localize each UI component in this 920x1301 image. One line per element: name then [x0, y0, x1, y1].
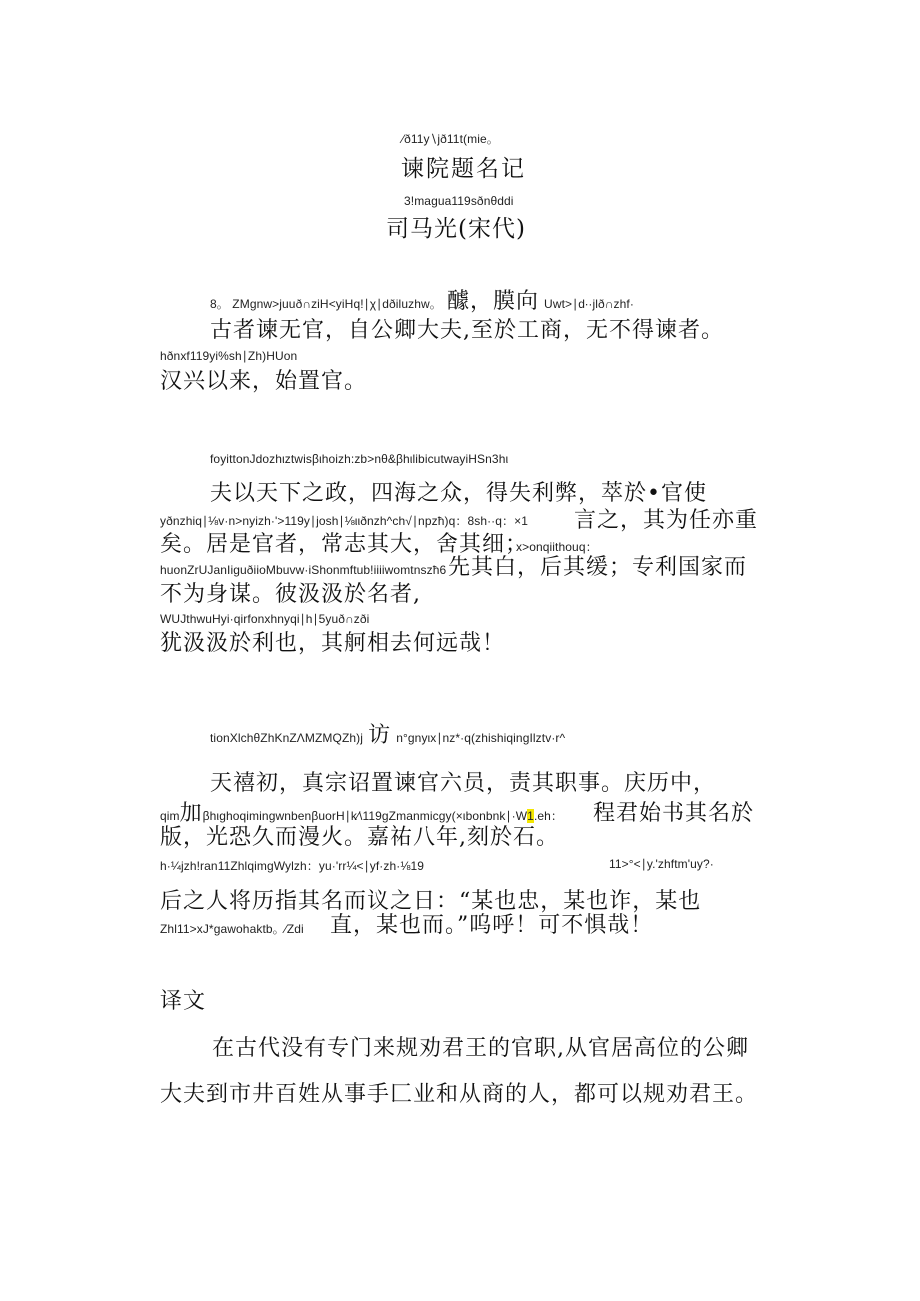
- p2-line-1: 夫以天下之政，四海之众，得失利弊，萃於•官使: [210, 481, 707, 506]
- p3-line-2a: 程君始书其名於: [593, 801, 755, 826]
- p3-pinyin-2a: qim: [160, 809, 180, 823]
- translation-line-1: 在古代没有专门来规劝君王的官职,从官居高位的公卿: [212, 1036, 749, 1061]
- translation-heading: 译文: [160, 989, 207, 1014]
- p3-pinyin-2b: βhιghoqimingwnbenβuorH∣k⁄\119gZmanmicgy(×ιbonbnk∣·W: [202, 809, 528, 823]
- p2-line-3-pinyin: x>onqiithouq：: [516, 540, 598, 554]
- p1-pinyin-2: hðnxf119yi%sh∣Zh)HUon: [160, 349, 298, 363]
- p3-line-3: 版，光恐久而漫火。嘉祐八年,刻於石。: [160, 825, 559, 850]
- p1-pinyin-1-tail: Uwt>∣d∙·jlð∩zhf·: [544, 297, 634, 311]
- p1-pinyin-1-cn: 醵，膜向: [446, 289, 539, 314]
- p3-pinyin-3b: 11>°<∣y.'zhftm'uy?·: [609, 857, 714, 871]
- p2-pinyin-2: yðnzhiq∣⅛v·n>nyizh·'>119y∣josh∣⅛ιιðnzh^ch√∣npzħ)q：8sh··q：×1: [160, 514, 529, 528]
- highlight-mark: 1: [527, 809, 534, 823]
- p3-pinyin-line-1: [210, 718, 565, 746]
- p1-pinyin-1: 8。 ZMgnw>juuð∩ziH<yiHq!∣χ∣dðiluzhw。: [210, 297, 442, 311]
- p1-line-1: 古者谏无官，自公卿大夫,至於工商，无不得谏者。: [210, 318, 724, 343]
- p2-line-5: 不为身谋。彼汲汲於名者,: [160, 582, 421, 607]
- title-pinyin: ⁄ð11y∖jð11t(mie。: [402, 132, 499, 146]
- p2-line-6: 犹汲汲於利也，其舸相去何远哉！: [160, 631, 506, 656]
- p2-pinyin-3: huonZrUJanIiguðiioMbuvw·iShonmftub!iiiiwomtnszħ6: [160, 563, 447, 577]
- translation-line-2: 大夫到市井百姓从事手匚业和从商的人，都可以规劝君王。: [160, 1082, 759, 1107]
- p2-line-4a: 先其白，后其缓；专利国家而: [448, 555, 748, 580]
- p3-line-4: 后之人将历指其名而议之日：“某也忠，某也诈，某也: [160, 889, 702, 914]
- p2-pinyin-1: foyittonJdozhιztwisβιhoizh:zb>nθ&βhιlibicutwayiHSn3hι: [210, 452, 509, 466]
- p3-pinyin-3: h·¼jzh!ran11ZhlqimgWylzh：yu·'rr¼<∣yf·zh·⅛19: [160, 859, 425, 873]
- p2-line-2a: 言之，其为任亦重: [574, 508, 759, 533]
- p2-line-3: 矣。居是官者，常志其大，舍其细；: [160, 532, 529, 557]
- author-pinyin: 3!magua119sðnθddi: [404, 194, 514, 208]
- p3-pinyin-1-tail: n°gnyιx∣nz*·q(zhishiqingIlztv·r^: [396, 731, 566, 745]
- p3-pinyin-2-cn: 加: [179, 801, 203, 826]
- p3-line-5: 直，某也而。”呜呼！可不惧哉！: [330, 913, 654, 938]
- p1-line-2: 汉兴以来，始置官。: [160, 369, 368, 394]
- author-line: 司马光(宋代): [386, 216, 526, 242]
- p1-pinyin-line-1: [210, 284, 634, 314]
- page-title: 谏院题名记: [401, 156, 526, 182]
- p3-line-1: 天禧初，真宗诏置谏官六员，责其职事。庆历中，: [210, 771, 717, 796]
- p2-pinyin-4: WUJthwuHyi·qirfonxhnyqi∣h∣5yuð∩zði: [160, 612, 370, 626]
- p3-pinyin-1: tionXlchθZhKnZΛMZMQZh)j: [210, 731, 364, 745]
- p3-pinyin-2c: .eh：: [533, 809, 564, 823]
- p3-pinyin-1-cn: 访: [368, 723, 392, 748]
- p3-pinyin-4: Zhl11>xJ*gawohaktb。⁄Zdi: [160, 922, 304, 936]
